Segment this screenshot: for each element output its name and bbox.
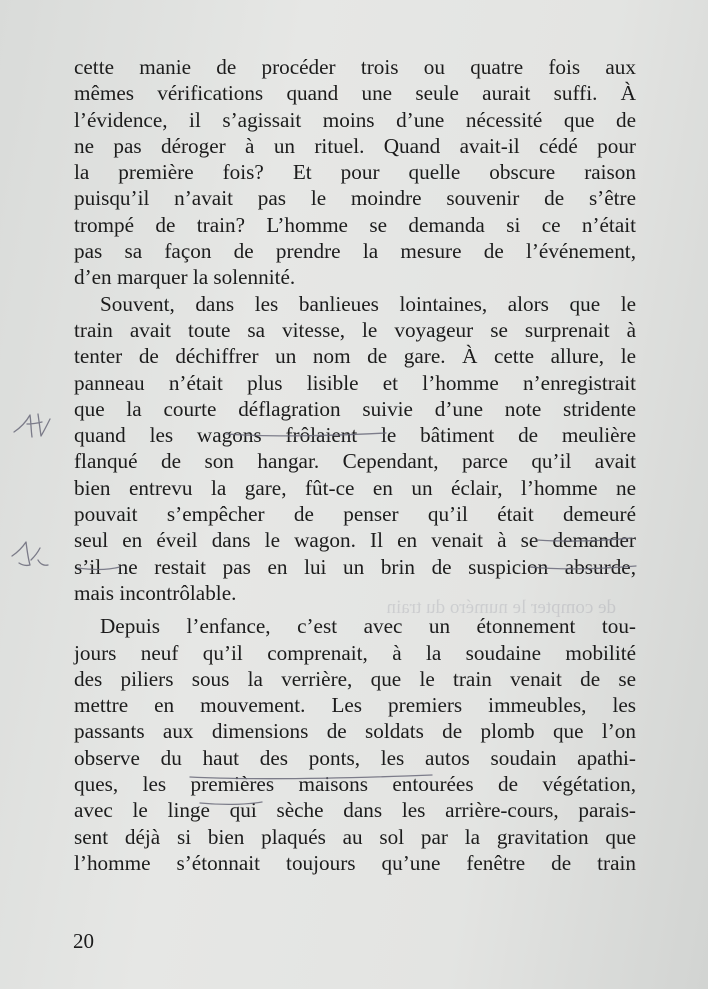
text-line: trompé de train? L’homme se demanda si ce n’était (74, 212, 636, 237)
text-line: flanqué de son hangar. Cependant, parce qu’il avait (74, 449, 636, 474)
text-line: que la courte déflagration suivie d’une note stridente (74, 396, 636, 421)
text-line: s’il ne restait pas en lui un brin de suspicion absurde, (74, 554, 636, 579)
text-line: mais incontrôlable. (74, 580, 237, 605)
paragraph-3 (74, 613, 636, 876)
text-line: mettre en mouvement. Les premiers immeubles, les (74, 693, 636, 718)
text-line: ques, les premières maisons entourées de végétation, (74, 772, 636, 797)
text-line: la première fois? Et pour quelle obscure raison (74, 160, 636, 185)
paragraph-1 (74, 54, 636, 291)
text-line: l’évidence, il s’agissait moins d’une nécessité que de (74, 107, 636, 132)
text-line: Depuis l’enfance, c’est avec un étonnement tou- (100, 614, 636, 639)
text-line: d’en marquer la solennité. (74, 265, 296, 290)
text-line: pouvait s’empêcher de penser qu’il était demeuré (74, 502, 636, 527)
text-line: cette manie de procéder trois ou quatre fois aux (74, 55, 636, 79)
text-line: l’homme s’étonnait toujours qu’une fenêtre de train (74, 850, 636, 875)
text-line: tenter de déchiffrer un nom de gare. À cette allure, le (74, 344, 636, 369)
text-line: passants aux dimensions de soldats de plomb que l’on (74, 719, 636, 744)
body-text (74, 54, 636, 876)
text-line: train avait toute sa vitesse, le voyageur se surprenait à (74, 317, 636, 342)
text-line: jours neuf qu’il comprenait, à la soudaine mobilité (74, 640, 636, 665)
margin-mark (12, 542, 48, 565)
paragraph-2 (74, 291, 636, 607)
text-line: Souvent, dans les banlieues lointaines, alors que le (100, 291, 636, 316)
text-line: avec le linge qui sèche dans les arrière-cours, parais- (74, 798, 636, 823)
text-line: quand les wagons frôlaient le bâtiment de meulière (74, 423, 636, 448)
text-line: observe du haut des ponts, les autos soudain apathi- (74, 745, 636, 770)
text-line: panneau n’était plus lisible et l’homme n’enregistrait (74, 370, 636, 395)
bleed-through-text: de compter le numéro du train (386, 597, 616, 617)
text-line: des piliers sous la verrière, que le train venait de se (74, 666, 636, 691)
margin-mark (14, 414, 50, 437)
text-line: puisqu’il n’avait pas le moindre souvenir de s’être (74, 186, 636, 211)
text-line: sent déjà si bien plaqués au sol par la gravitation que (74, 824, 636, 849)
text-line: ne pas déroger à un rituel. Quand avait-il cédé pour (74, 133, 636, 158)
text-line: seul en éveil dans le wagon. Il en venait à se demander (74, 528, 636, 553)
text-line: mêmes vérifications quand une seule aurait suffi. À (74, 81, 636, 106)
page-number: 20 (73, 929, 94, 953)
text-line: pas sa façon de prendre la mesure de l’événement, (74, 239, 636, 264)
text-line: bien entrevu la gare, fût-ce en un éclair, l’homme ne (74, 475, 636, 500)
